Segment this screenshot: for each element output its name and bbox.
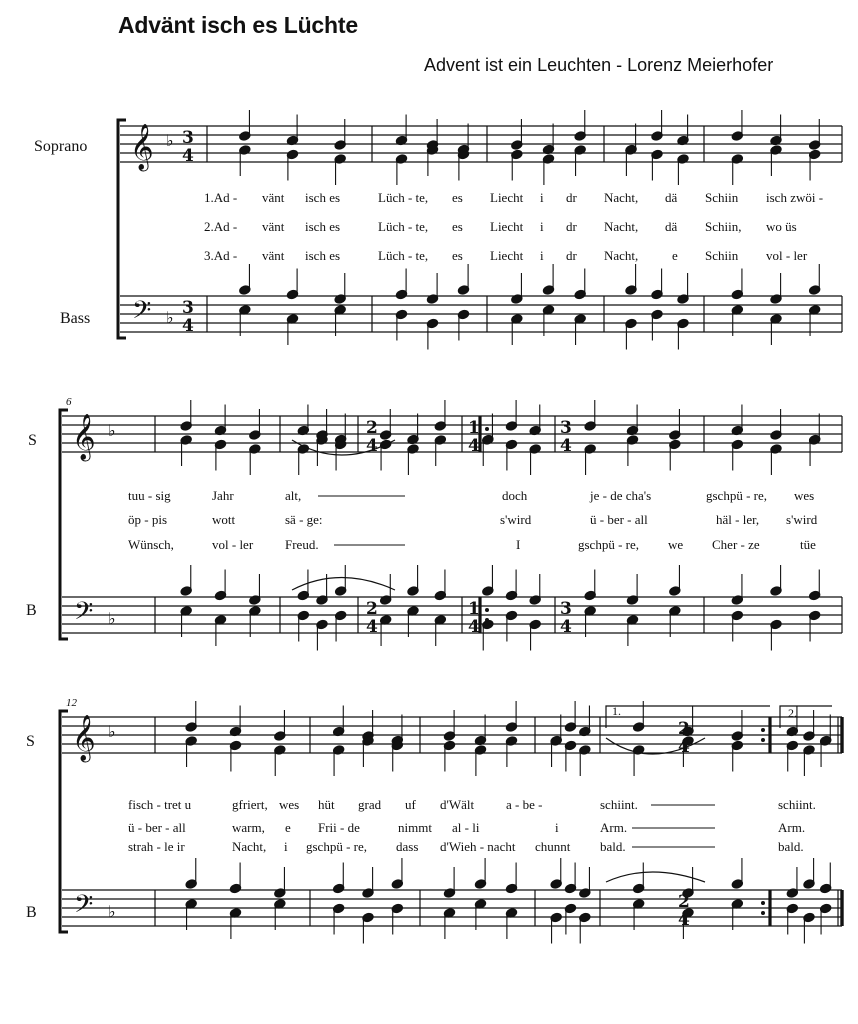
time-signature: 4 xyxy=(678,910,690,930)
soprano-label-2: S xyxy=(28,432,37,449)
time-signature: 3 xyxy=(182,298,194,318)
treble-clef-icon: 𝄞 xyxy=(72,414,96,460)
lyric: es xyxy=(452,190,463,205)
lyric: i xyxy=(555,820,559,835)
lyric: Cher - ze xyxy=(712,537,760,552)
lyric: vol - ler xyxy=(766,248,808,263)
lyric: e xyxy=(672,248,678,263)
lyric: grad xyxy=(358,797,382,812)
lyric: gschpü - re, xyxy=(578,537,640,552)
lyric: dr xyxy=(566,219,577,234)
lyric: vänt xyxy=(262,248,285,263)
repeat-dot xyxy=(485,618,489,622)
lyric: sä - ge: xyxy=(285,512,323,527)
lyric: d'Wält xyxy=(440,797,475,812)
repeat-dot xyxy=(761,901,765,905)
lyric: d'Wieh - nacht xyxy=(440,839,516,854)
lyric: es xyxy=(452,219,463,234)
lyric: dass xyxy=(396,839,419,854)
lyric: Jahr xyxy=(212,488,234,503)
repeat-dot xyxy=(485,427,489,431)
lyric: bald. xyxy=(778,839,804,854)
time-signature: 4 xyxy=(678,737,690,757)
time-signature: 4 xyxy=(560,436,572,456)
treble-clef-icon: 𝄞 xyxy=(130,124,154,170)
lyric: Nacht, xyxy=(232,839,267,854)
lyric: dr xyxy=(566,248,577,263)
treble-clef-icon: 𝄞 xyxy=(72,715,96,761)
lyric: i xyxy=(284,839,288,854)
bass-clef-icon: 𝄢 xyxy=(132,296,152,331)
lyric: dä xyxy=(665,219,678,234)
lyric: warm, xyxy=(232,820,265,835)
repeat-dot xyxy=(761,911,765,915)
measure-number-12: 12 xyxy=(66,697,77,709)
lyric: öp - pis xyxy=(128,512,167,527)
time-signature: 1 xyxy=(468,418,480,438)
lyric: Wünsch, xyxy=(128,537,174,552)
time-signature: 4 xyxy=(366,617,378,637)
lyric: ü - ber - all xyxy=(590,512,648,527)
lyric: Schiin, xyxy=(705,219,742,234)
lyric: s'wird xyxy=(786,512,818,527)
lyric: wott xyxy=(212,512,236,527)
lyric: Nacht, xyxy=(604,219,639,234)
lyric: es xyxy=(452,248,463,263)
lyric: we xyxy=(668,537,684,552)
flat-icon: ♭ xyxy=(166,308,174,327)
lyric: doch xyxy=(502,488,528,503)
lyric: strah - le ir xyxy=(128,839,185,854)
volta-2-label: 2. xyxy=(788,706,797,720)
lyric: e xyxy=(285,820,291,835)
time-signature: 4 xyxy=(468,617,480,637)
flat-icon: ♭ xyxy=(166,131,174,150)
system-bracket xyxy=(60,410,68,639)
lyric: dr xyxy=(566,190,577,205)
lyric: Nacht, xyxy=(604,248,639,263)
lyric: vänt xyxy=(262,190,285,205)
lyric: bald. xyxy=(600,839,626,854)
lyric: nimmt xyxy=(398,820,432,835)
lyric: Freud. xyxy=(285,537,319,552)
lyric: wes xyxy=(279,797,300,812)
flat-icon: ♭ xyxy=(108,421,116,440)
flat-icon: ♭ xyxy=(108,609,116,628)
soprano-label-3: S xyxy=(26,733,35,750)
bass-label: Bass xyxy=(60,310,91,327)
lyric: i xyxy=(540,219,544,234)
time-signature: 4 xyxy=(468,436,480,456)
repeat-dot xyxy=(761,738,765,742)
flat-icon: ♭ xyxy=(108,902,116,921)
bass-label-3: B xyxy=(26,904,37,921)
bass-label-2: B xyxy=(26,602,37,619)
lyric: vol - ler xyxy=(212,537,254,552)
volta-1-label: 1. xyxy=(612,704,621,718)
lyric: uf xyxy=(405,797,416,812)
lyric: isch es xyxy=(305,190,341,205)
repeat-dot xyxy=(761,728,765,732)
lyric: 3.Ad - xyxy=(204,248,238,263)
lyric: al - li xyxy=(452,820,480,835)
time-signature: 2 xyxy=(366,418,378,438)
lyric: Arm. xyxy=(778,820,806,835)
lyric: fisch - tret u xyxy=(128,797,192,812)
lyric: Arm. xyxy=(600,820,628,835)
bass-clef-icon: 𝄢 xyxy=(74,597,94,632)
lyric: Liecht xyxy=(490,190,524,205)
time-signature: 1 xyxy=(468,599,480,619)
time-signature: 4 xyxy=(182,146,194,166)
time-signature: 2 xyxy=(366,599,378,619)
flat-icon: ♭ xyxy=(108,722,116,741)
lyric: wes xyxy=(794,488,815,503)
lyric: i xyxy=(540,248,544,263)
lyric: isch es xyxy=(305,219,341,234)
tie xyxy=(606,872,705,882)
repeat-dot xyxy=(485,437,489,441)
lyric: gschpü - re, xyxy=(306,839,368,854)
lyric: isch zwöi - xyxy=(766,190,824,205)
lyric: gschpü - re, xyxy=(706,488,768,503)
lyric: Schiin xyxy=(705,248,739,263)
soprano-label: Soprano xyxy=(34,138,88,155)
lyric: chunnt xyxy=(535,839,571,854)
lyric: Lüch - te, xyxy=(378,190,429,205)
lyric: a - be - xyxy=(506,797,543,812)
lyric: Liecht xyxy=(490,219,524,234)
measure-number-6: 6 xyxy=(66,396,72,408)
time-signature: 4 xyxy=(182,316,194,336)
time-signature: 2 xyxy=(678,719,690,739)
lyric: Lüch - te, xyxy=(378,219,429,234)
lyric: s'wird xyxy=(500,512,532,527)
lyric: hüt xyxy=(318,797,335,812)
bass-clef-icon: 𝄢 xyxy=(74,890,94,925)
lyric: schiint. xyxy=(600,797,638,812)
time-signature: 3 xyxy=(560,599,572,619)
lyric: Frii - de xyxy=(318,820,360,835)
time-signature: 4 xyxy=(366,436,378,456)
song-title: Advänt isch es Lüchte xyxy=(118,12,358,38)
repeat-dot xyxy=(485,608,489,612)
lyric: i xyxy=(540,190,544,205)
time-signature: 3 xyxy=(560,418,572,438)
lyric: Schiin xyxy=(705,190,739,205)
lyric: Liecht xyxy=(490,248,524,263)
lyric: tuu - sig xyxy=(128,488,171,503)
song-subtitle: Advent ist ein Leuchten - Lorenz Meierhofer xyxy=(424,55,774,75)
time-signature: 4 xyxy=(560,617,572,637)
lyric: alt, xyxy=(285,488,302,503)
lyric: vänt xyxy=(262,219,285,234)
lyric: dä xyxy=(665,190,678,205)
lyric: Nacht, xyxy=(604,190,639,205)
lyric: wo üs xyxy=(766,219,797,234)
time-signature: 3 xyxy=(182,128,194,148)
lyric: tüe xyxy=(800,537,816,552)
lyric: ü - ber - all xyxy=(128,820,186,835)
lyric: Lüch - te, xyxy=(378,248,429,263)
lyric: 2.Ad - xyxy=(204,219,238,234)
time-signature: 2 xyxy=(678,892,690,912)
lyric: gfriert, xyxy=(232,797,268,812)
lyric: isch es xyxy=(305,248,341,263)
lyric: I xyxy=(516,537,521,552)
lyric: schiint. xyxy=(778,797,816,812)
lyric: häl - ler, xyxy=(716,512,760,527)
lyric: 1.Ad - xyxy=(204,190,238,205)
lyric: je - de cha's xyxy=(590,488,652,503)
